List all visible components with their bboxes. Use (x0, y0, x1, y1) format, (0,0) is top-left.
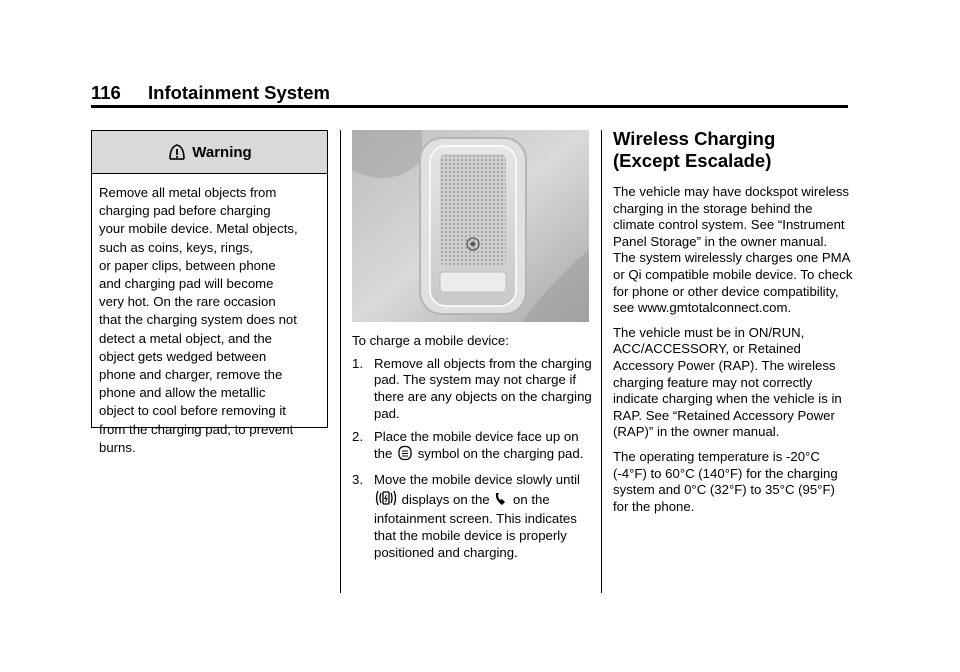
header-rule (91, 105, 848, 108)
warning-line: burns. (99, 439, 136, 455)
warning-box (91, 130, 328, 455)
warning-line: very hot. On the rare occasion (99, 294, 276, 310)
charging-pad-photo (352, 130, 589, 322)
warning-line: that the charging system does not (99, 312, 297, 328)
warning-title: Warning (192, 143, 252, 161)
section-title: Infotainment System (148, 82, 330, 103)
warning-line: such as coins, keys, rings, (99, 239, 253, 255)
warning-line: charging pad before charging (99, 203, 271, 219)
section-heading (613, 128, 853, 172)
paragraph: The vehicle may have dockspot wireless charging in the storage behind the climate control system. See “Instrument Panel Storage” in the owner manual. The system wirelessly charges one PMA or Qi compatible mobile device. To check for phone or other device compatibility, see www.gmtotalconnect.com. (613, 184, 853, 316)
warning-line: object gets wedged between (99, 348, 267, 364)
paragraph: The vehicle must be in ON/RUN, ACC/ACCESSORY, or Retained Accessory Power (RAP). The wireless charging feature may not correctly indicate charging when the vehicle is in RAP. See “Retained Accessory Power (RAP)” in the owner manual. (613, 324, 842, 440)
column-divider (340, 130, 341, 593)
step-item (352, 472, 592, 562)
step-text: Move the mobile device slowly until (374, 471, 580, 487)
warning-line: Remove all metal objects from (99, 185, 277, 200)
step-item (352, 429, 592, 466)
step-item (352, 356, 592, 423)
warning-line: phone and allow the metallic (99, 385, 266, 401)
phone-icon (494, 491, 508, 512)
warning-header (92, 131, 327, 174)
heading-line: (Except Escalade) (613, 150, 772, 171)
step-text: displays on the (401, 491, 490, 507)
wireless-charging-section (613, 128, 853, 523)
warning-line: and charging pad will become (99, 276, 274, 292)
instructions-intro: To charge a mobile device: (352, 333, 509, 348)
warning-line: or paper clips, between phone (99, 257, 276, 273)
warning-triangle-icon (167, 142, 187, 162)
heading-line: Wireless Charging (613, 128, 776, 149)
warning-line: from the charging pad, to prevent (99, 421, 294, 437)
step-text: on the infotainment screen. This indicates that the mobile device is properly positioned and charging. (374, 491, 577, 560)
step-text: symbol on the charging pad. (417, 446, 584, 462)
warning-body (92, 174, 327, 457)
column-divider (601, 130, 602, 593)
warning-line: phone and charger, remove the (99, 367, 283, 383)
charging-pad-symbol-icon (397, 445, 413, 466)
paragraph: The operating temperature is -20°C (-4°F) to 60°C (140°F) for the charging system and 0°C (32°F) to 35°C (95°F) for the phone. (613, 448, 838, 514)
page-header (91, 82, 848, 104)
step-text: Place the mobile device face up on the (374, 428, 579, 462)
warning-line: detect a metal object, and the (99, 330, 273, 346)
charging-instructions (352, 333, 592, 567)
page-number: 116 (91, 82, 121, 103)
step-number: 1. (352, 355, 363, 371)
step-text: Remove all objects from the charging pad. The system may not charge if there are any objects on the charging pad. (374, 355, 592, 421)
step-number: 3. (352, 471, 363, 487)
warning-line: your mobile device. Metal objects, (99, 221, 298, 237)
step-number: 2. (352, 428, 363, 444)
wireless-charging-icon (375, 489, 397, 512)
warning-line: object to cool before removing it (99, 403, 286, 419)
